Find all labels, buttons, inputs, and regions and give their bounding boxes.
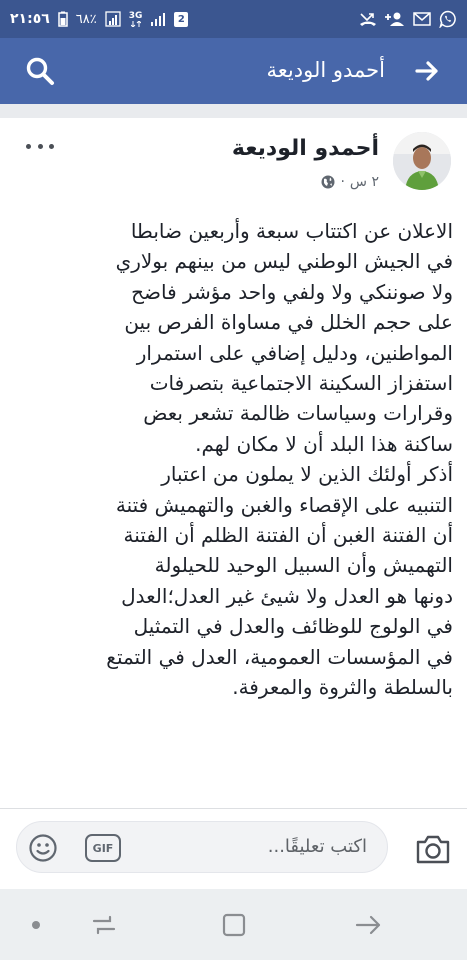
post-meta <box>321 174 379 190</box>
post-line: أن الفتنة الغبن أن الفتنة الظلم أن الفتنة <box>123 523 453 548</box>
post-line: التهميش وأن السبيل الوحيد للحيلولة <box>154 553 453 578</box>
home-button[interactable] <box>218 909 250 941</box>
post-line: في الجيش الوطني ليس من بينهم بولاري <box>115 249 453 274</box>
home-square-icon <box>221 912 247 938</box>
camera-icon <box>415 833 451 865</box>
post-line: ساكنة هذا البلد أن لا مكان لهم. <box>195 431 453 456</box>
system-back-button[interactable] <box>352 909 384 941</box>
post-line: استفزاز السكينة الاجتماعية بتصرفات <box>149 371 453 396</box>
arrow-right-icon <box>415 60 439 82</box>
post-line: الاعلان عن اكتتاب سبعة وأربعين ضابطا <box>130 219 453 243</box>
system-nav-bar <box>0 889 467 960</box>
post-line: بالسلطة والثروة والمعرفة. <box>232 675 453 700</box>
mail-icon <box>413 12 431 26</box>
battery-icon <box>58 11 68 27</box>
gif-button[interactable]: GIF <box>85 834 121 862</box>
comment-input[interactable] <box>16 821 388 873</box>
post-line: وقرارات وسياسات ظالمة تشعر بعض <box>143 401 453 426</box>
page-title: أحمدو الوديعة <box>266 58 385 82</box>
comment-composer <box>0 809 467 889</box>
sticker-smiley-icon <box>28 833 58 863</box>
nav-dot-button[interactable] <box>20 909 52 941</box>
recent-apps-button[interactable] <box>88 909 120 941</box>
globe-icon <box>321 175 335 189</box>
search-icon <box>25 56 55 86</box>
camera-button[interactable] <box>413 829 453 869</box>
feed-gap <box>0 104 467 118</box>
whatsapp-icon <box>439 10 457 28</box>
search-button[interactable] <box>22 53 58 89</box>
post-time[interactable]: ٢ س <box>349 174 379 190</box>
more-dots-icon <box>26 144 31 149</box>
signal-icon <box>105 11 121 27</box>
3g-icon <box>129 12 143 27</box>
add-contact-icon <box>385 11 405 27</box>
recent-apps-icon <box>90 913 118 937</box>
more-dot <box>49 144 54 149</box>
status-left <box>10 11 188 27</box>
back-arrow-icon <box>354 913 382 937</box>
signal-bars-icon <box>150 11 166 27</box>
post-header <box>0 118 467 208</box>
post-line: أذكر أولئك الذين لا يملون من اعتبار <box>161 462 453 487</box>
post-line: ولا صوننكي ولا ولفي واحد مؤشر فاضح <box>131 279 453 304</box>
status-right <box>359 10 457 28</box>
meta-separator: · <box>340 174 345 190</box>
post-line: على حجم الخلل في مساواة الفرص بين <box>124 310 453 335</box>
comment-placeholder: اكتب تعليقًا... <box>267 836 367 857</box>
avatar[interactable] <box>393 132 451 190</box>
3g-label: 3G <box>128 10 143 21</box>
back-button[interactable] <box>409 53 445 89</box>
dot-icon <box>31 920 41 930</box>
sticker-button[interactable] <box>27 832 59 864</box>
profile-photo <box>393 132 451 190</box>
post-text <box>15 216 453 703</box>
post-line: دونها هو العدل ولا شيئ غير العدل؛العدل <box>121 583 453 608</box>
post-line: التنبيه على الإقصاء والغبن والتهميش فتنة <box>115 492 453 517</box>
battery-percent: ٦٨٪ <box>75 11 97 27</box>
post-author-name[interactable]: أحمدو الوديعة <box>231 136 379 161</box>
post-card <box>0 118 467 808</box>
missed-call-icon <box>359 11 377 27</box>
post-line: في المؤسسات العمومية، العدل في التمتع <box>106 644 453 669</box>
post-line: المواطنين، ودليل إضافي على استمرار <box>136 340 453 365</box>
more-dot <box>38 144 43 149</box>
post-line: في الولوج للوظائف والعدل في التمثيل <box>133 614 453 639</box>
status-time: ٢١:٥٦ <box>10 11 50 27</box>
status-bar <box>0 0 467 38</box>
sim-icon: 2 <box>174 12 188 27</box>
app-header <box>0 38 467 104</box>
post-more-button[interactable] <box>26 138 54 154</box>
